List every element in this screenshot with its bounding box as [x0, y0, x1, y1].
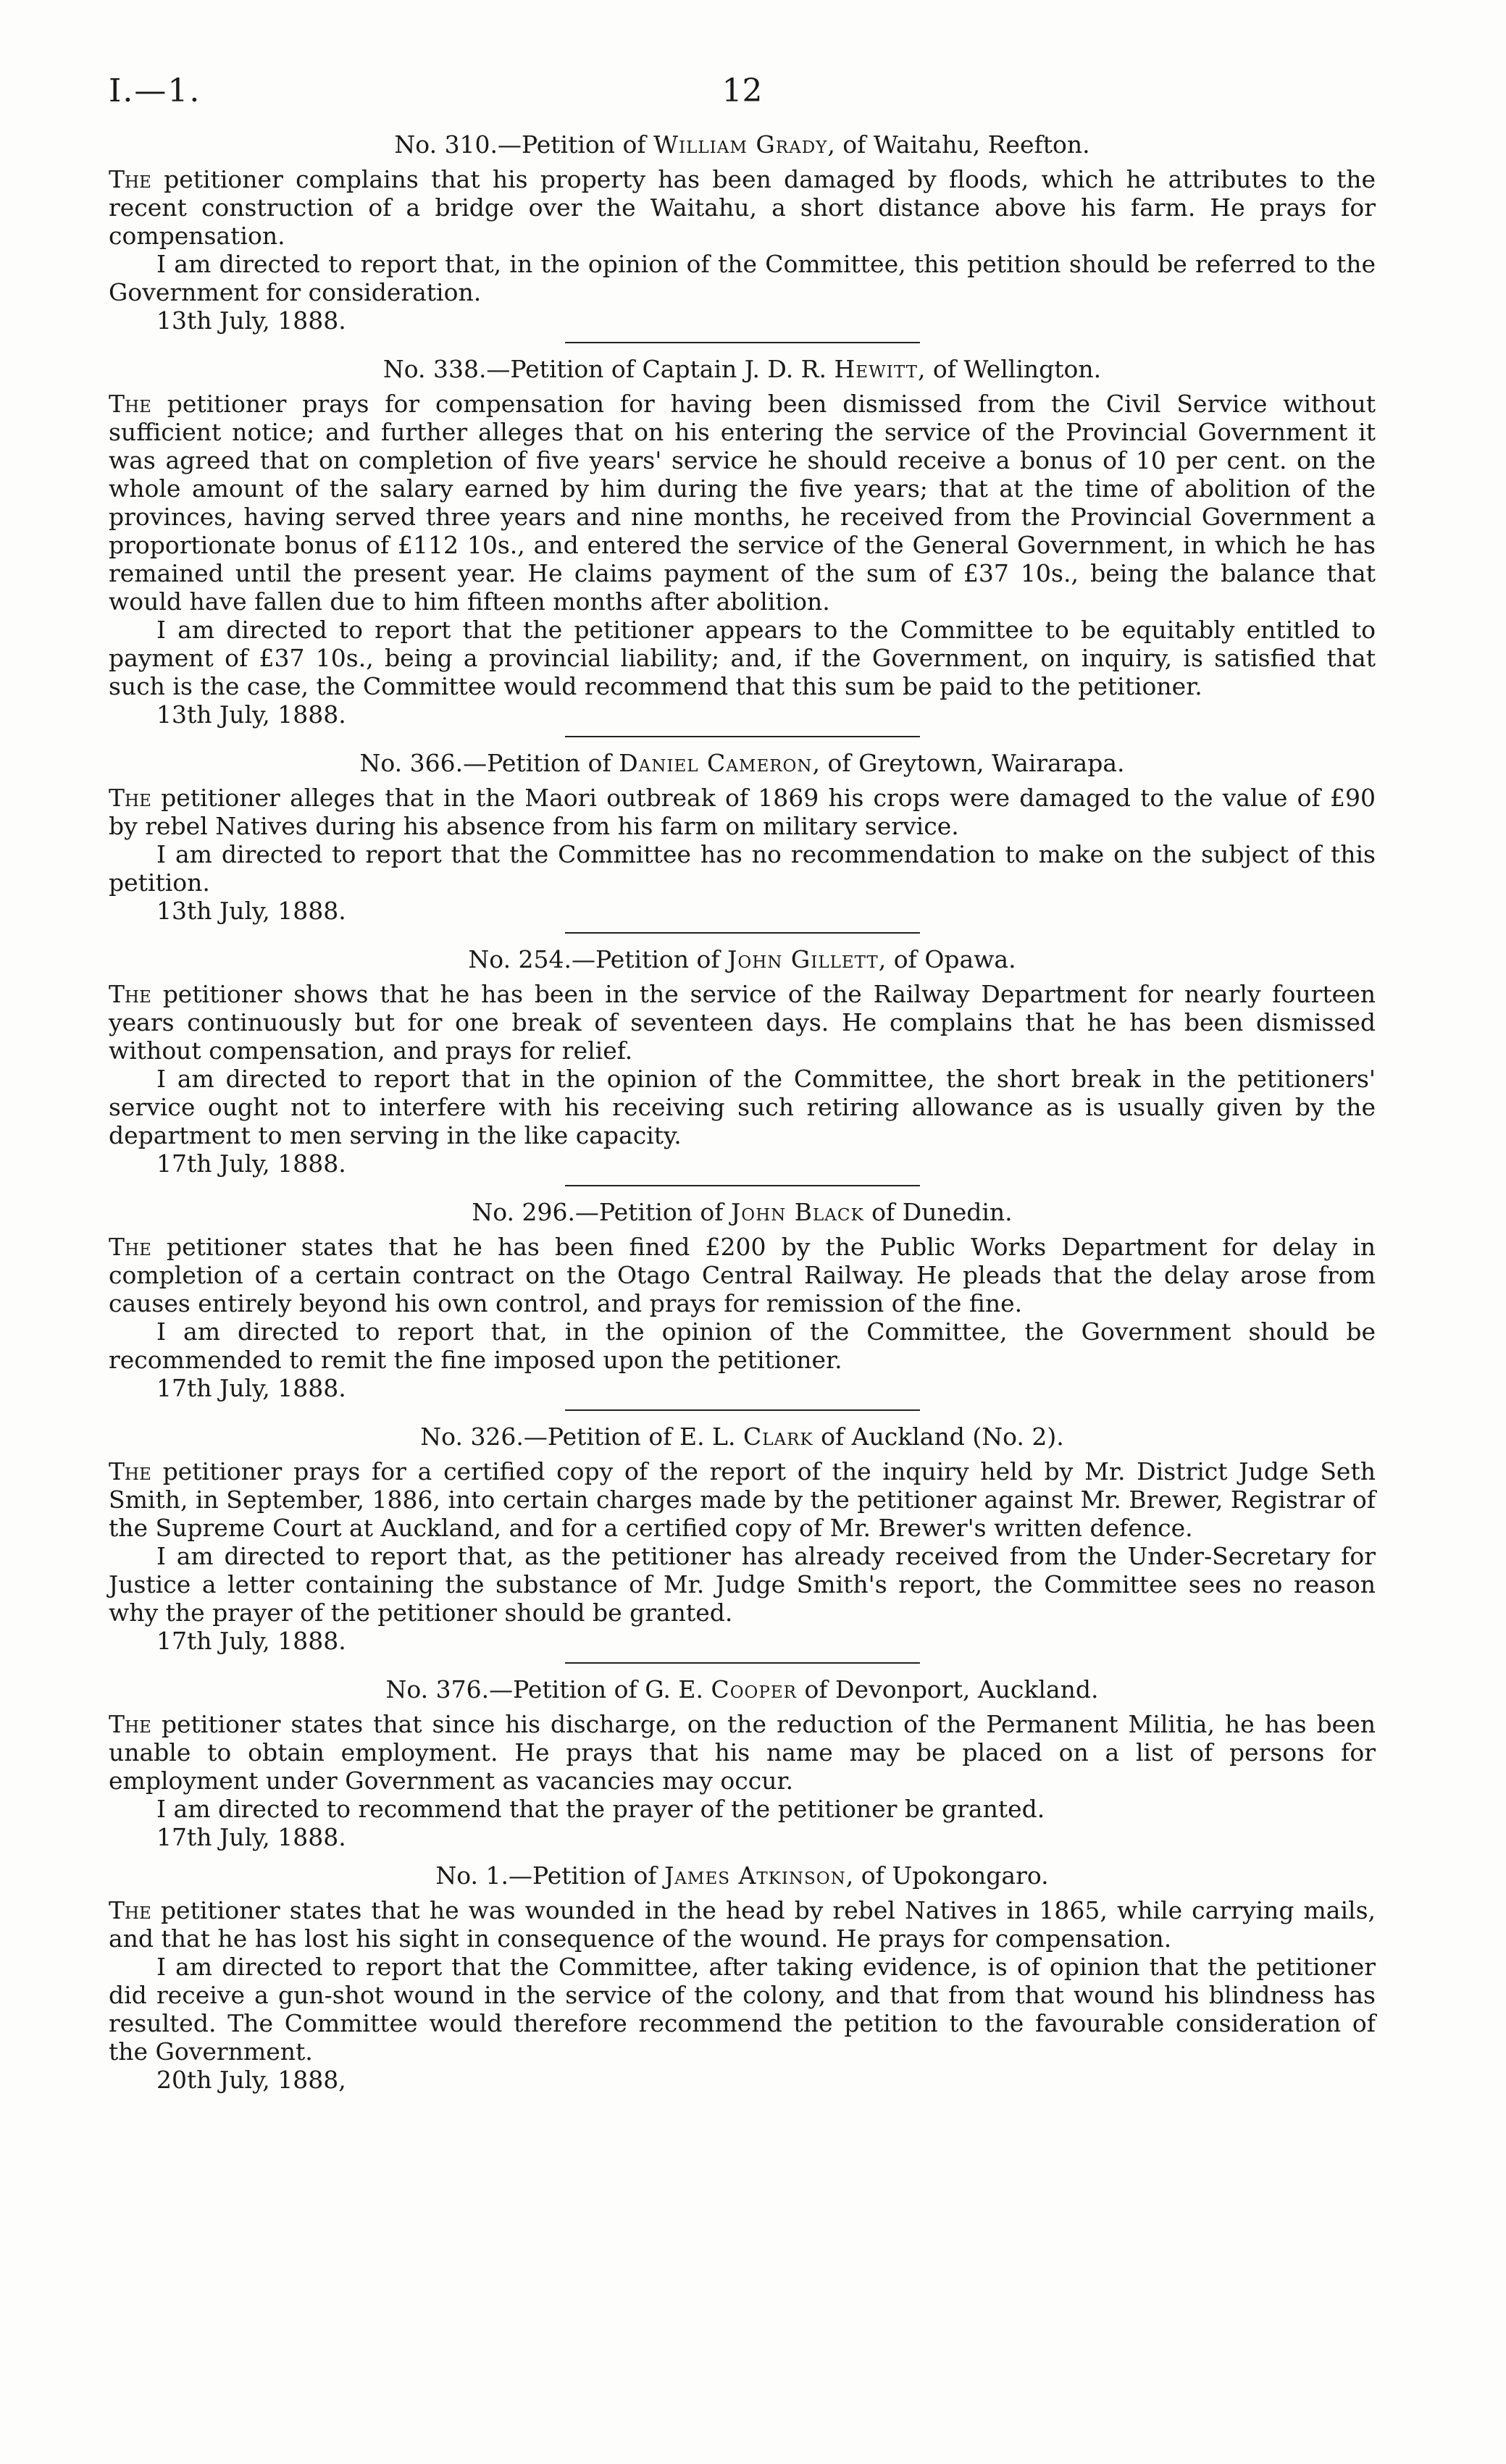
- petitioner-name: Daniel Cameron: [619, 749, 813, 777]
- statement-text: petitioner alleges that in the Maori outbreak of 1869 his crops were damaged to the value of £90 by rebel Natives during his absence from his farm on military service.: [109, 784, 1376, 840]
- petition-heading: [109, 749, 1376, 778]
- petition-heading: [109, 1861, 1376, 1890]
- petition-entry: [109, 1675, 1376, 1851]
- petition-heading: [109, 1675, 1376, 1704]
- petition-entry: [109, 1861, 1376, 2094]
- lead-word: The: [109, 1233, 151, 1261]
- petitioner-name: Clark: [742, 1422, 813, 1451]
- committee-report: I am directed to report that the Committee has no recommendation to make on the subject of this petition.: [109, 840, 1376, 897]
- report-date: 17th July, 1888.: [156, 1627, 346, 1655]
- committee-report: I am directed to report that the Committee, after taking evidence, is of opinion that the petitioner did receive a gun-shot wound in the service of the colony, and that from that wound his blindness has resulted. The Committee would therefore recommend the petition to the favourable consideration of the Government.: [109, 1953, 1376, 2066]
- petitioner-name: James Atkinson: [664, 1861, 846, 1890]
- heading-prefix: No. 310.—Petition of: [394, 130, 646, 159]
- section-divider: [565, 1662, 920, 1664]
- section-divider: [565, 1409, 920, 1411]
- committee-report: I am directed to report that the petitioner appears to the Committee to be equitably entitled to payment of £37 10s., being a provincial liability; and, if the Government, on inquiry, is satisfied that such is the case, the Committee would recommend that this sum be paid to the petitioner.: [109, 616, 1376, 700]
- lead-word: The: [109, 784, 151, 812]
- section-divider: [565, 1185, 920, 1186]
- lead-word: The: [109, 1896, 151, 1924]
- lead-word: The: [109, 980, 151, 1008]
- petition-heading: [109, 945, 1376, 974]
- running-head: [109, 72, 1376, 130]
- lead-word: The: [109, 1457, 151, 1485]
- committee-report: I am directed to report that in the opinion of the Committee, the short break in the petitioners' service ought not to interfere with his receiving such retiring allowance as is usually given by the department to men serving in the like capacity.: [109, 1065, 1376, 1149]
- heading-suffix: of Auckland (No. 2).: [813, 1422, 1064, 1451]
- petition-statement: [109, 165, 1376, 250]
- statement-text: petitioner prays for compensation for having been dismissed from the Civil Service without sufficient notice; and further alleges that on his entering the service of the Provincial Government it was agreed that on completion of five years' service he should receive a bonus of 10 per cent. on the whole amount of the salary earned by him during the five years; that at the time of abolition of the provinces, having served three years and nine months, he received from the Provincial Government a proportionate bonus of £112 10s., and entered the service of the General Government, in which he has remained until the present year. He claims payment of the sum of £37 10s., being the balance that would have fallen due to him fifteen months after abolition.: [109, 390, 1376, 616]
- report-date: 13th July, 1888.: [156, 897, 346, 925]
- report-date: 17th July, 1888.: [156, 1374, 346, 1402]
- statement-text: petitioner complains that his property has been damaged by floods, which he attributes to the recent construction of a bridge over the Waitahu, a short distance above his farm. He prays for compensation.: [109, 165, 1376, 250]
- petition-heading: [109, 1198, 1376, 1227]
- heading-prefix: No. 376.—Petition of G. E.: [385, 1675, 703, 1704]
- petition-entry: [109, 1198, 1376, 1411]
- section-divider: [565, 736, 920, 737]
- heading-suffix: , of Greytown, Wairarapa.: [812, 749, 1125, 777]
- petitioner-name: Cooper: [711, 1675, 797, 1704]
- statement-text: petitioner states that since his discharge, on the reduction of the Permanent Militia, he has been unable to obtain employment. He prays that his name may be placed on a list of persons for employment under Government as vacancies may occur.: [109, 1710, 1376, 1795]
- petition-entry: [109, 130, 1376, 343]
- report-date: 17th July, 1888.: [156, 1149, 346, 1178]
- section-divider: [565, 932, 920, 934]
- statement-text: petitioner shows that he has been in the service of the Railway Department for nearly fourteen years continuously but for one break of seventeen days. He complains that he has been dismissed without compensation, and prays for relief.: [109, 980, 1376, 1065]
- committee-report: I am directed to recommend that the prayer of the petitioner be granted.: [156, 1795, 1045, 1823]
- statement-text: petitioner states that he has been fined £200 by the Public Works Department for delay in completion of a certain contract on the Otago Central Railway. He pleads that the delay arose from causes entirely beyond his own control, and prays for remission of the fine.: [109, 1233, 1376, 1317]
- petitioner-name: John Gillett: [727, 945, 879, 973]
- report-date: 17th July, 1888.: [156, 1823, 346, 1851]
- petition-entry: [109, 749, 1376, 934]
- committee-report: I am directed to report that, in the opinion of the Committee, this petition should be referred to the Government for consideration.: [109, 250, 1376, 306]
- heading-prefix: No. 326.—Petition of E. L.: [420, 1422, 736, 1451]
- report-date: 20th July, 1888,: [156, 2066, 346, 2094]
- heading-prefix: No. 366.—Petition of: [359, 749, 611, 777]
- committee-report: I am directed to report that, in the opinion of the Committee, the Government should be recommended to remit the fine imposed upon the petitioner.: [109, 1317, 1376, 1374]
- section-divider: [565, 342, 920, 343]
- heading-prefix: No. 254.—Petition of: [468, 945, 720, 973]
- petition-statement: [109, 1457, 1376, 1542]
- heading-prefix: No. 296.—Petition of: [472, 1198, 724, 1226]
- petitioner-name: John Black: [731, 1198, 864, 1226]
- lead-word: The: [109, 165, 151, 193]
- petition-entry: [109, 1422, 1376, 1664]
- heading-suffix: of Dunedin.: [863, 1198, 1013, 1226]
- petition-heading: [109, 130, 1376, 159]
- petition-statement: [109, 1710, 1376, 1795]
- heading-prefix: No. 1.—Petition of: [435, 1861, 657, 1890]
- petition-entry: [109, 945, 1376, 1186]
- page-number: 12: [721, 72, 763, 109]
- lead-word: The: [109, 1710, 151, 1738]
- lead-word: The: [109, 390, 151, 418]
- committee-report: I am directed to report that, as the petitioner has already received from the Under-Secretary for Justice a letter containing the substance of Mr. Judge Smith's report, the Committee sees no reason why the prayer of the petitioner should be granted.: [109, 1542, 1376, 1627]
- petition-heading: [109, 1422, 1376, 1451]
- petitioner-name: William Grady: [653, 130, 828, 159]
- report-date: 13th July, 1888.: [156, 306, 346, 335]
- statement-text: petitioner prays for a certified copy of the report of the inquiry held by Mr. District Judge Seth Smith, in September, 1886, into certain charges made by the petitioner against Mr. Brewer, Registrar of the Supreme Court at Auckland, and for a certified copy of Mr. Brewer's written defence.: [109, 1457, 1376, 1542]
- heading-suffix: , of Opawa.: [878, 945, 1016, 973]
- heading-suffix: , of Upokongaro.: [845, 1861, 1049, 1890]
- heading-suffix: , of Wellington.: [917, 355, 1102, 383]
- petition-statement: [109, 784, 1376, 840]
- heading-prefix: No. 338.—Petition of Captain J. D. R.: [382, 355, 827, 383]
- petition-statement: [109, 1233, 1376, 1317]
- petition-heading: [109, 355, 1376, 384]
- petition-entry: [109, 355, 1376, 737]
- report-date: 13th July, 1888.: [156, 700, 346, 729]
- petition-statement: [109, 390, 1376, 616]
- heading-suffix: of Devonport, Auckland.: [797, 1675, 1099, 1704]
- heading-suffix: , of Waitahu, Reefton.: [827, 130, 1090, 159]
- petition-statement: [109, 980, 1376, 1065]
- petition-statement: [109, 1896, 1376, 1953]
- statement-text: petitioner states that he was wounded in the head by rebel Natives in 1865, while carrying mails, and that he has lost his sight in consequence of the wound. He prays for compensation.: [109, 1896, 1376, 1953]
- petitioner-name: Hewitt: [834, 355, 918, 383]
- page-reference: I.—1.: [109, 72, 201, 109]
